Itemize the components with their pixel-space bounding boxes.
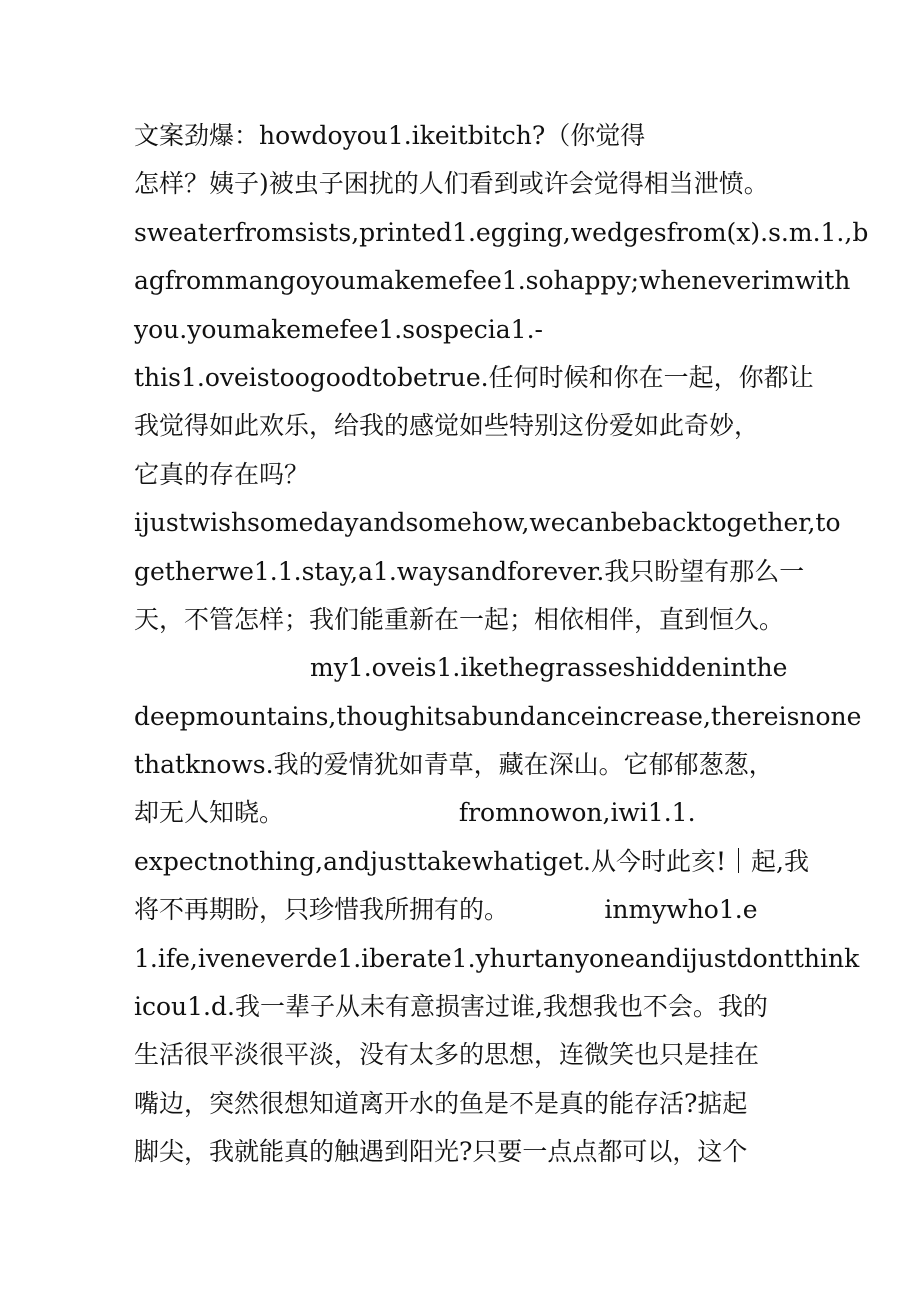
text-line xyxy=(134,1031,794,1079)
text-line xyxy=(134,451,794,499)
text-line xyxy=(134,160,794,208)
text-line xyxy=(134,402,794,450)
text-line xyxy=(134,1080,794,1128)
text-line xyxy=(134,935,860,983)
text-line xyxy=(134,1128,794,1176)
text-line-content: 生活很平淡很平淡，没有太多的思想，连微笑也只是挂在 xyxy=(134,1040,760,1070)
text-line xyxy=(134,741,794,789)
text-line-content: expectnothing,andjusttakewhatiget.从今时此亥!｜起,我 xyxy=(134,846,809,876)
text-line-content: 脚尖，我就能真的触遇到阳光?只要一点点都可以，这个 xyxy=(134,1137,748,1167)
text-line-content: 文案劲爆：howdoyou1.ikeitbitch?（你觉得 xyxy=(134,121,646,150)
text-line-content: 1.ife,iveneverde1.iberate1.yhurtanyoneandijustdontthink xyxy=(134,943,860,973)
text-line-content: 嘴边，突然很想知道离开水的鱼是不是真的能存活?掂起 xyxy=(134,1088,748,1118)
text-line-content: icou1.d.我一辈子从未有意损害过谁,我想我也不会。我的 xyxy=(134,992,768,1022)
text-line xyxy=(134,257,851,305)
text-line-content: 我觉得如此欢乐，给我的感觉如些特别这份爱如此奇妙， xyxy=(134,411,760,441)
text-line-content: thatknows.我的爱情犹如青草，藏在深山。它郁郁葱葱， xyxy=(134,750,774,780)
text-line xyxy=(134,789,794,837)
document-body xyxy=(134,112,869,1177)
text-line xyxy=(134,886,794,934)
text-line xyxy=(134,354,814,402)
text-line-content: this1.oveistoogoodtobetrue.任何时候和你在一起，你都让 xyxy=(134,362,814,392)
text-line xyxy=(134,983,794,1031)
text-line-content: 天，不管怎样；我们能重新在一起；相依相伴，直到恒久。 xyxy=(134,604,785,634)
text-line xyxy=(134,693,862,741)
text-line-content: getherwe1.1.stay,a1.waysandforever.我只盼望有那么一 xyxy=(134,556,805,586)
text-line-content: 将不再期盼，只珍惜我所拥有的。 inmywho1.e xyxy=(134,895,758,925)
text-line-content: deepmountains,thoughitsabundanceincrease,thereisnone xyxy=(134,701,862,731)
text-line xyxy=(134,306,794,354)
text-line-content: ijustwishsomedayandsomehow,wecanbebacktogether,to xyxy=(134,508,841,538)
text-line-content: 它真的存在吗？ xyxy=(134,459,310,489)
text-line xyxy=(134,548,805,596)
text-line-content: 怎样？姨子)被虫子困扰的人们看到或许会觉得相当泄愤。 xyxy=(134,169,769,199)
text-line-content: agfrommangoyoumakemefee1.sohappy;wheneverimwith xyxy=(134,266,851,296)
text-line-content: my1.oveis1.ikethegrasseshiddeninthe xyxy=(310,653,788,683)
text-line-content: 却无人知晓。 fromnowon,iwi1.1. xyxy=(134,798,696,828)
text-line xyxy=(134,644,794,692)
text-line-content: you.youmakemefee1.sospecia1.- xyxy=(134,314,543,344)
text-line xyxy=(134,499,841,547)
text-line-content: sweaterfromsists,printed1.egging,wedgesfrom(x).s.m.1.,b xyxy=(134,217,869,247)
text-line xyxy=(134,209,869,257)
text-line xyxy=(134,596,794,644)
text-line xyxy=(134,112,794,160)
text-line xyxy=(134,838,809,886)
